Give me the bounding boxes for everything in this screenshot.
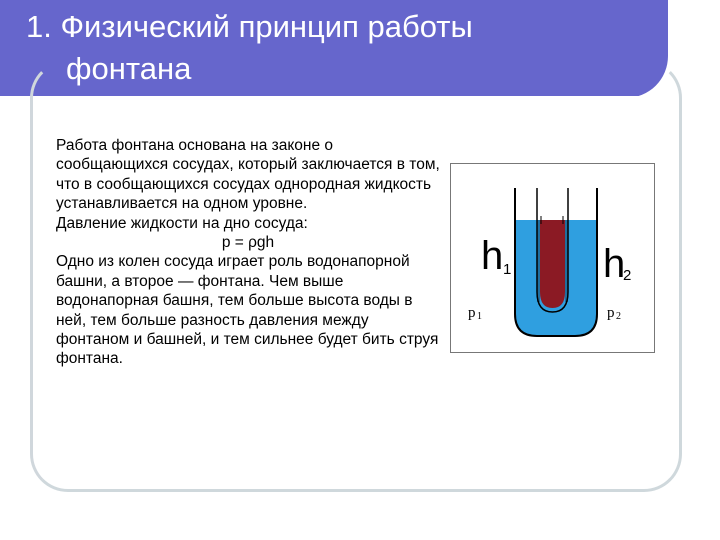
p2-subscript: 2 [616,311,621,322]
slide-title-line2: фонтана [66,51,192,86]
paragraph-fountain: Одно из колен сосуда играет роль водонапорной башни, а второе — фонтана. Чем выше водонапорная башня, тем больше высота воды в ней, тем больше разность давления между фонтаном и башней, и тем сильнее будет бить струя фонтана. [56,253,439,368]
slide-title-line1: 1. Физический принцип работы [26,9,473,44]
h1-label: h [481,234,504,278]
pressure-formula: p = ρgh [221,234,275,252]
inner-tube-liquid [540,220,565,308]
p1-subscript: 1 [477,311,482,322]
h2-subscript: 2 [623,267,632,284]
communicating-vessels-figure [450,163,655,353]
h2-label: h [603,242,626,286]
h1-subscript: 1 [503,261,512,278]
paragraph-law: Работа фонтана основана на законе о сообщающихся сосудах, который заключается в том, что в сообщающихся сосудах однородная жидкость устанавливается на одном уровне. [56,137,440,213]
body-text [56,136,440,369]
paragraph-pressure: Давление жидкости на дно сосуда: [56,214,308,232]
p1-label: p [468,305,476,321]
p2-label: p [607,305,615,321]
